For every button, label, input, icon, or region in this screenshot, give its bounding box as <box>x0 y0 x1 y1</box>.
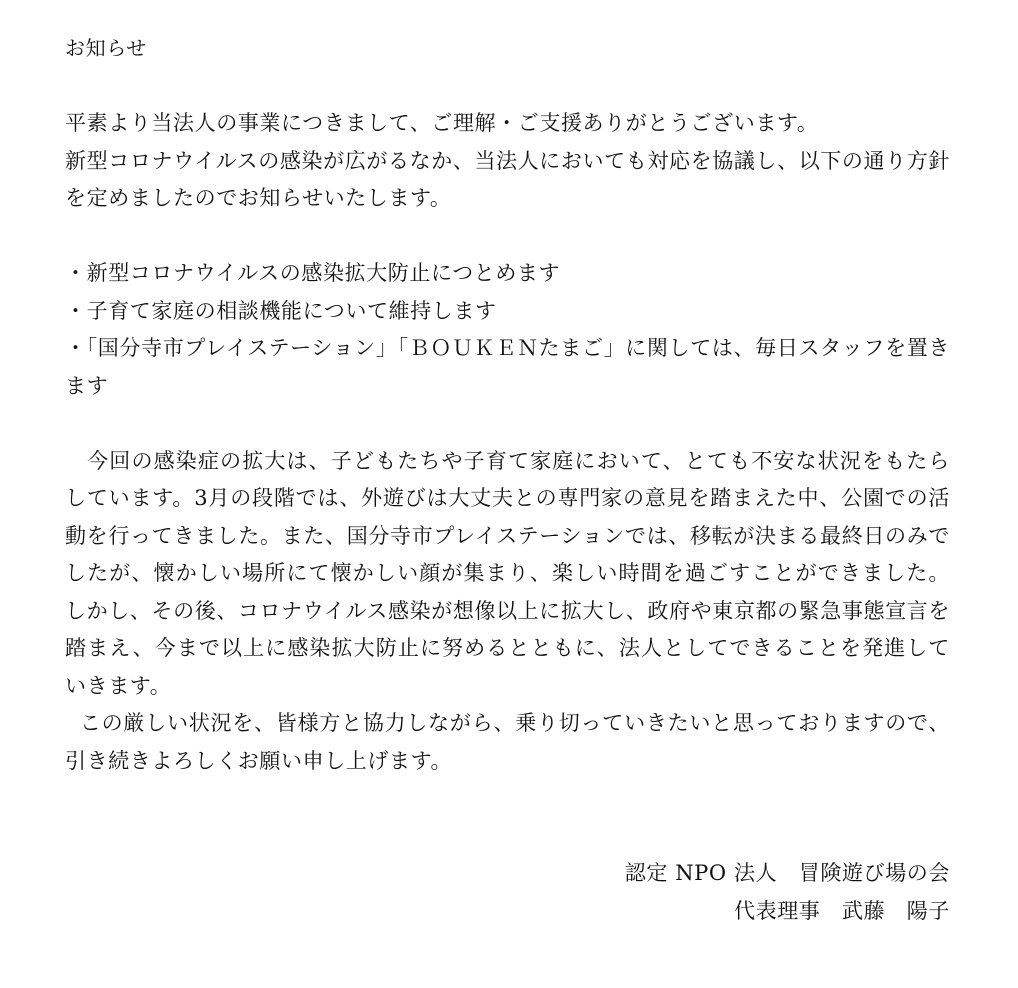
policy-item <box>65 293 950 331</box>
greeting-text: 平素より当法人の事業につきまして、ご理解・ご支援ありがとうございます。 <box>65 111 819 135</box>
body-paragraph: 今回の感染症の拡大は、子どもたちや子育て家庭において、とても不安な状況をもたらしています。3月の段階では、外遊びは大丈夫との専門家の意見を踏まえた中、公園での活動を行ってきました。また、国分寺市プレイステーションでは、移転が決まる最終日のみでしたが、懐かしい場所にて懐かしい顔が集まり、楽しい時間を過ごすことができました。しかし、その後、コロナウイルス感染が想像以上に拡大し、政府や東京都の緊急事態宣言を踏まえ、今まで以上に感染拡大防止に努めるとともに、法人としてできることを発進していきます。 <box>65 448 950 698</box>
spacer <box>65 218 950 256</box>
policy-item-text: 新型コロナウイルスの感染拡大防止につとめます <box>86 261 561 285</box>
bullet-mark: ・ <box>65 336 87 360</box>
policy-item-text: 「国分寺市プレイステーション」「ＢＯＵＫＥＮたまご」に関しては、毎日スタッフを置きます <box>65 336 950 398</box>
bullet-mark: ・ <box>65 298 87 323</box>
intro-text: 新型コロナウイルスの感染が広がるなか、当法人においても対応を協議し、以下の通り方針を定めましたのでお知らせいたします。 <box>65 148 950 210</box>
closing-paragraph: この厳しい状況を、皆様方と協力しながら、乗り切っていきたいと思っておりますので、引き続きよろしくお願い申し上げます。 <box>65 711 950 773</box>
policy-item <box>65 330 950 405</box>
policy-item <box>65 255 950 293</box>
notice-document <box>65 30 950 930</box>
representative-name: 代表理事 武藤 陽子 <box>734 898 950 923</box>
signature-block <box>65 855 950 930</box>
policy-item-text: 子育て家庭の相談機能について維持します <box>86 298 497 323</box>
organization-name: 認定 NPO 法人 冒険遊び場の会 <box>624 861 950 885</box>
spacer <box>65 405 950 443</box>
policy-list <box>65 255 950 405</box>
notice-title: お知らせ <box>65 36 147 60</box>
bullet-mark: ・ <box>65 261 87 285</box>
